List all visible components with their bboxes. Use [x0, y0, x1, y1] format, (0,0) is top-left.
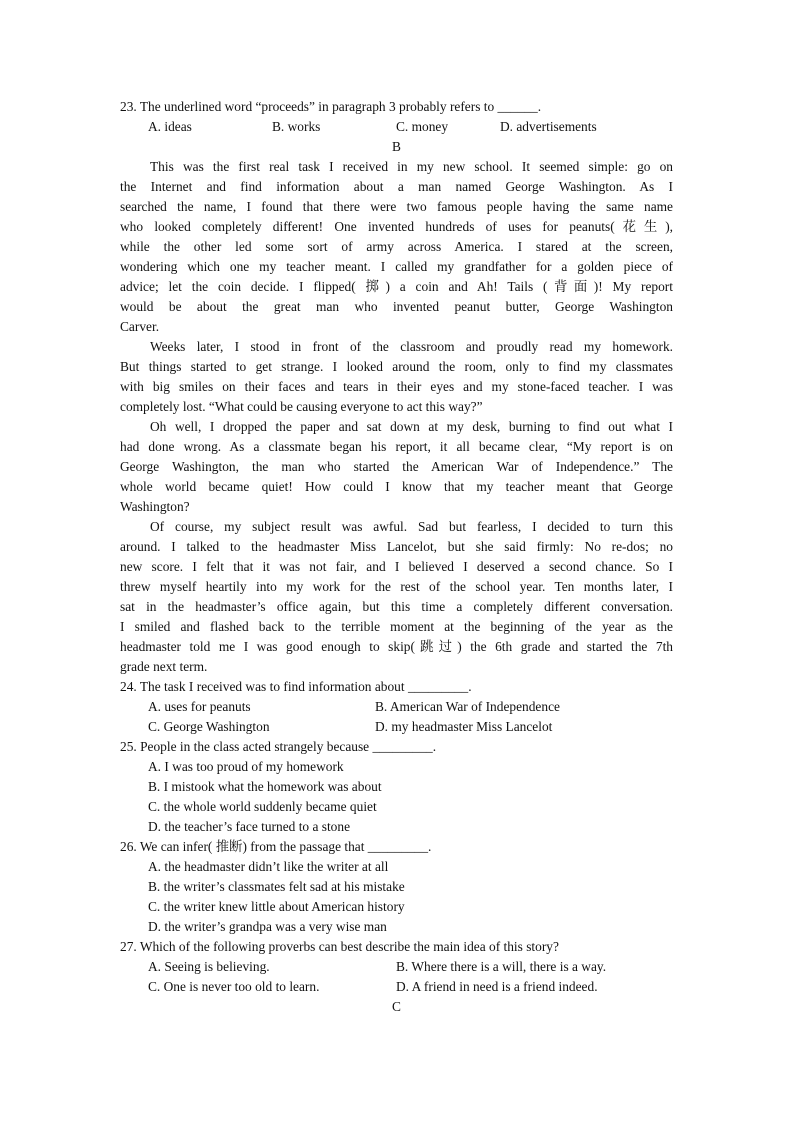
question-27: 27. Which of the following proverbs can best describe the main idea of this story? — [120, 939, 559, 954]
option-d: D. A friend in need is a friend indeed. — [396, 979, 598, 994]
exam-page — [120, 97, 673, 1017]
passage-line: wondering which one my teacher meant. I called my grandfather for a golden piece of — [120, 259, 673, 274]
passage-line: whole world became quiet! How could I know that my teacher meant that George — [120, 479, 673, 494]
question-27-options-row-1 — [120, 957, 673, 977]
passage-line: threw myself heartily into my work for the rest of the school year. Ten months later, I — [120, 579, 673, 594]
option-c: C. the writer knew little about American history — [148, 899, 405, 914]
option-b: B. I mistook what the homework was about — [148, 779, 382, 794]
passage-line: with big smiles on their faces and tears in their eyes and my stone-faced teacher. I was — [120, 379, 673, 394]
question-23: 23. The underlined word “proceeds” in paragraph 3 probably refers to ______. — [120, 99, 542, 114]
question-24-options-row-1 — [120, 697, 673, 717]
option-d: D. advertisements — [500, 119, 597, 134]
passage-line: completely lost. “What could be causing everyone to act this way?” — [120, 399, 483, 414]
passage-line: This was the first real task I received in my new school. It seemed simple: go on — [150, 159, 673, 174]
passage-line: Of course, my subject result was awful. Sad but fearless, I decided to turn this — [150, 519, 673, 534]
option-b: B. American War of Independence — [375, 699, 560, 714]
passage-line: I smiled and flashed back to the terrible moment at the beginning of the year as the — [120, 619, 673, 634]
passage-line: around. I talked to the headmaster Miss Lancelot, but she said firmly: No re-dos; no — [120, 539, 673, 554]
passage-line: grade next term. — [120, 659, 208, 674]
question-27-options-row-2 — [120, 977, 673, 997]
passage-line: But things started to get strange. I looked around the room, only to find my classmates — [120, 359, 673, 374]
question-24-options-row-2 — [120, 717, 673, 737]
option-a: A. ideas — [148, 119, 192, 134]
option-b: B. works — [272, 119, 321, 134]
option-c: C. One is never too old to learn. — [148, 979, 320, 994]
passage-line: George Washington, the man who started the American War of Independence.” The — [120, 459, 673, 474]
option-b: B. Where there is a will, there is a way. — [396, 959, 607, 974]
option-d: D. the teacher’s face turned to a stone — [148, 819, 351, 834]
passage-line: Weeks later, I stood in front of the classroom and proudly read my homework. — [150, 339, 673, 354]
passage-line: headmaster told me I was good enough to skip(跳过) the 6th grade and started the 7th — [120, 639, 673, 654]
question-23-options — [120, 117, 673, 137]
option-a: A. Seeing is believing. — [148, 959, 270, 974]
passage-line: searched the name, I found that there were two famous people having the same name — [120, 199, 673, 214]
question-24: 24. The task I received was to find information about _________. — [120, 679, 472, 694]
passage-line: Washington? — [120, 499, 190, 514]
passage-line: Carver. — [120, 319, 160, 334]
option-d: D. the writer’s grandpa was a very wise man — [148, 919, 387, 934]
option-d: D. my headmaster Miss Lancelot — [375, 719, 553, 734]
option-a: A. I was too proud of my homework — [148, 759, 344, 774]
question-25: 25. People in the class acted strangely because _________. — [120, 739, 437, 754]
option-c: C. money — [396, 119, 449, 134]
passage-line: while the other led some sort of army across America. I stared at the screen, — [120, 239, 673, 254]
passage-line: sat in the headmaster’s office again, but this time a completely different conversation. — [120, 599, 673, 614]
option-a: A. the headmaster didn’t like the writer at all — [148, 859, 389, 874]
option-c: C. the whole world suddenly became quiet — [148, 799, 377, 814]
option-b: B. the writer’s classmates felt sad at his mistake — [148, 879, 405, 894]
passage-line: had done wrong. As a classmate began his report, it all became clear, “My report is on — [120, 439, 673, 454]
section-heading-b: B — [392, 139, 401, 154]
passage-line: new score. I felt that it was not fair, and I believed I deserved a second chance. So I — [120, 559, 673, 574]
passage-line: the Internet and find information about a man named George Washington. As I — [120, 179, 673, 194]
passage-line: would be about the great man who invented peanut butter, George Washington — [120, 299, 673, 314]
option-a: A. uses for peanuts — [148, 699, 251, 714]
section-heading-c: C — [392, 999, 401, 1014]
option-c: C. George Washington — [148, 719, 270, 734]
passage-line: advice; let the coin decide. I flipped( 掷) a coin and Ah! Tails (背面)! My report — [120, 279, 673, 294]
question-26: 26. We can infer( 推断) from the passage that _________. — [120, 839, 432, 854]
passage-line: who looked completely different! One invented hundreds of uses for peanuts(花生), — [120, 219, 673, 234]
passage-line: Oh well, I dropped the paper and sat down at my desk, burning to find out what I — [150, 419, 673, 434]
